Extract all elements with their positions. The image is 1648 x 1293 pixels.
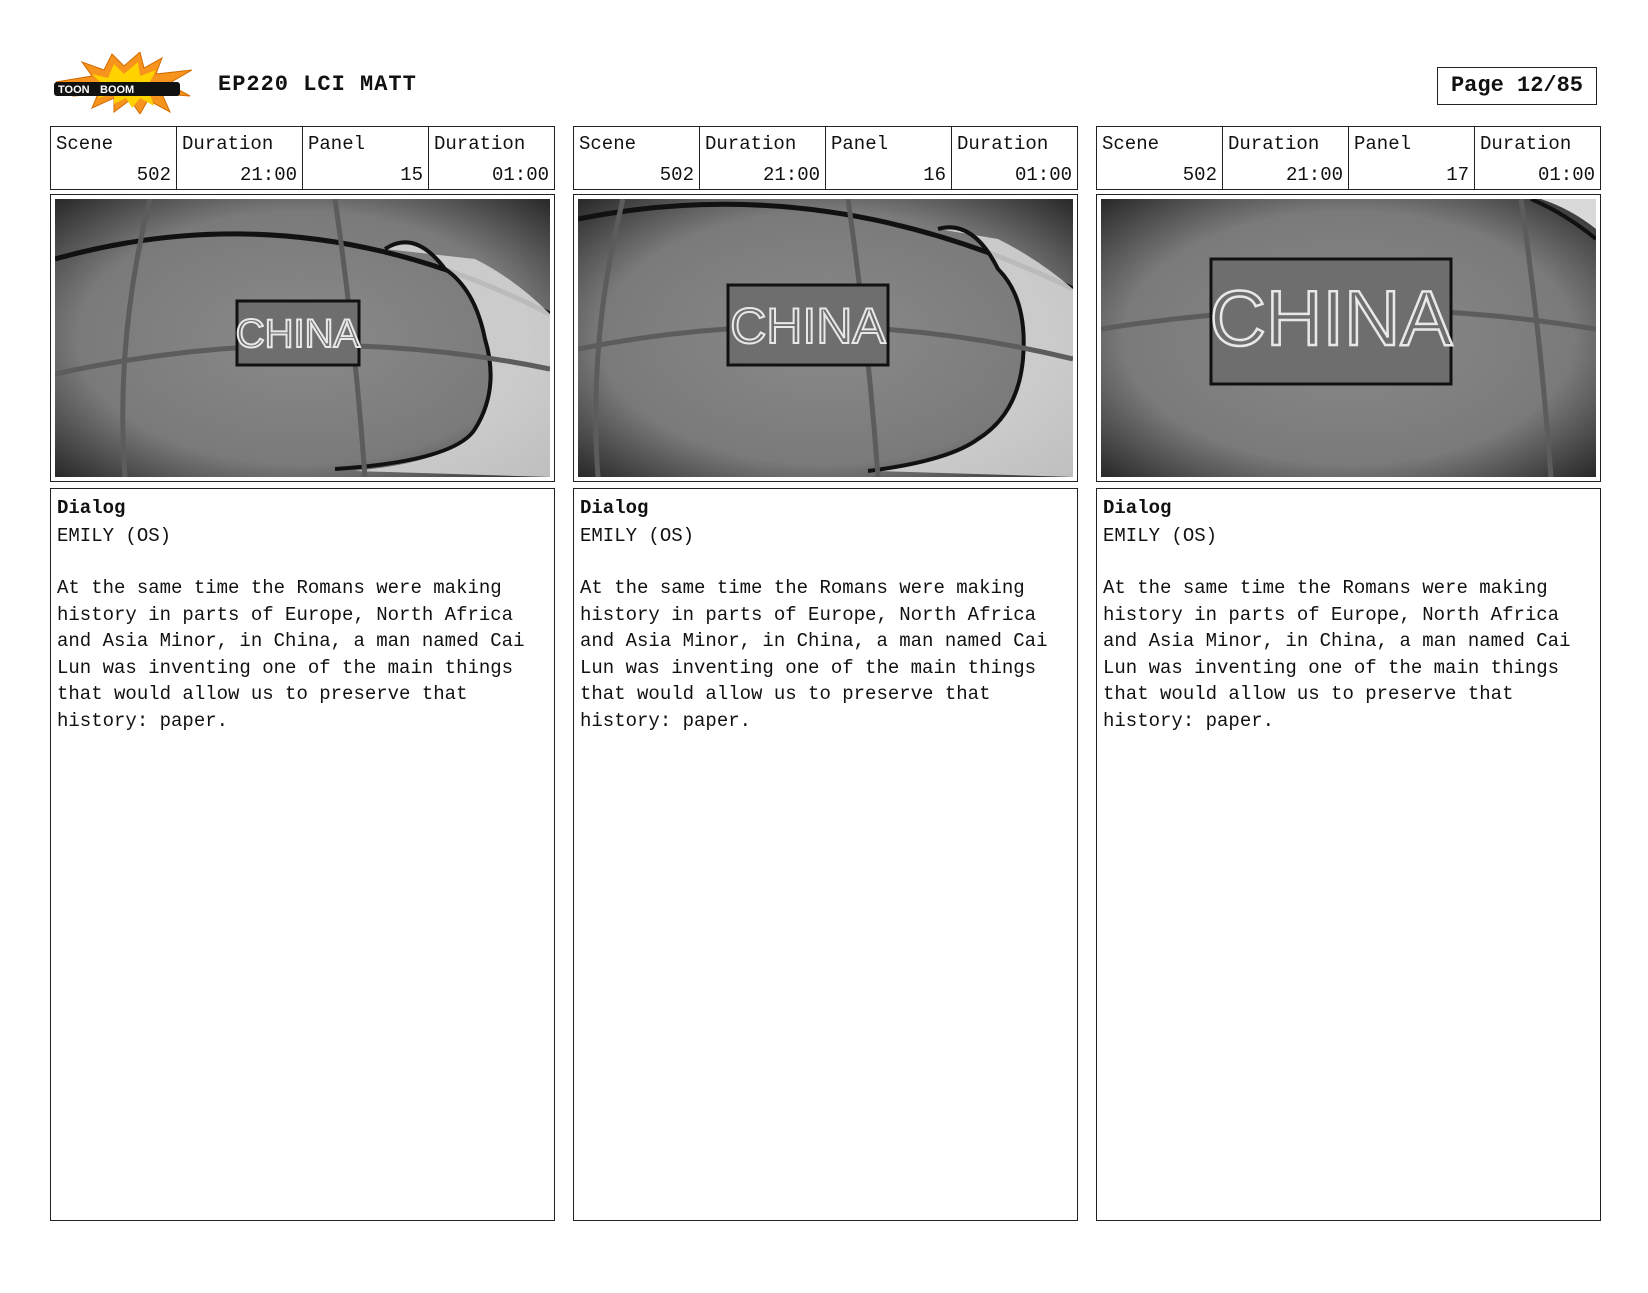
storyboard-panel-15: [50, 126, 555, 1221]
dialog-character: EMILY (OS): [580, 525, 695, 547]
panel-cell: [303, 127, 429, 189]
panel-label: Panel: [308, 133, 366, 155]
panel-info-table: [50, 126, 555, 190]
dialog-text: At the same time the Romans were making history in parts of Europe, North Africa and Asia Minor, in China, a man named Cai Lun was inventing one of the main things that would allow us to preserve that history: paper.: [57, 577, 525, 732]
globe-sketch-image: [1101, 199, 1596, 477]
panel-label: Panel: [831, 133, 889, 155]
scene-duration-value: 21:00: [1285, 164, 1343, 186]
panel-value: 16: [923, 164, 946, 186]
scene-label: Scene: [1102, 133, 1160, 155]
dialog-box: [573, 488, 1078, 1221]
panel-duration-cell: [1475, 127, 1600, 189]
duration-label: Duration: [705, 133, 797, 155]
page-header: [0, 0, 1648, 125]
episode-title: EP220 LCI MATT: [218, 72, 417, 97]
duration-label: Duration: [957, 133, 1049, 155]
dialog-text: At the same time the Romans were making history in parts of Europe, North Africa and Asia Minor, in China, a man named Cai Lun was inventing one of the main things that would allow us to preserve that history: paper.: [1103, 577, 1571, 732]
duration-label: Duration: [182, 133, 274, 155]
scene-duration-value: 21:00: [762, 164, 820, 186]
frame-sign-text: CHINA: [730, 298, 886, 354]
dialog-text: At the same time the Romans were making history in parts of Europe, North Africa and Asia Minor, in China, a man named Cai Lun was inventing one of the main things that would allow us to preserve that history: paper.: [580, 577, 1048, 732]
page-number: Page 12/85: [1437, 67, 1597, 105]
panel-duration-cell: [952, 127, 1077, 189]
panel-cell: [1349, 127, 1475, 189]
duration-label: Duration: [1228, 133, 1320, 155]
scene-value: 502: [1182, 164, 1217, 186]
scene-label: Scene: [56, 133, 114, 155]
scene-duration-cell: [1223, 127, 1349, 189]
scene-label: Scene: [579, 133, 637, 155]
logo-text-toon: TOON: [58, 84, 90, 96]
panel-info-table: [573, 126, 1078, 190]
storyboard-frame: [50, 194, 555, 482]
panel-duration-cell: [429, 127, 554, 189]
dialog-heading: Dialog: [580, 497, 649, 519]
duration-label: Duration: [1480, 133, 1572, 155]
dialog-box: [50, 488, 555, 1221]
dialog-character: EMILY (OS): [1103, 525, 1218, 547]
panel-cell: [826, 127, 952, 189]
storyboard-panel-17: [1096, 126, 1601, 1221]
storyboard-frame: [1096, 194, 1601, 482]
storyboard-frame: [573, 194, 1078, 482]
globe-sketch-image: [55, 199, 550, 477]
frame-sign-text: CHINA: [235, 312, 361, 356]
scene-duration-cell: [700, 127, 826, 189]
scene-duration-cell: [177, 127, 303, 189]
dialog-box: [1096, 488, 1601, 1221]
panel-label: Panel: [1354, 133, 1412, 155]
panel-duration-value: 01:00: [1014, 164, 1072, 186]
scene-value: 502: [136, 164, 171, 186]
toonboom-logo: [52, 52, 197, 114]
duration-label: Duration: [434, 133, 526, 155]
scene-cell: [1097, 127, 1223, 189]
storyboard-panel-16: [573, 126, 1078, 1221]
frame-sign-text: CHINA: [1209, 274, 1453, 362]
panel-duration-value: 01:00: [491, 164, 549, 186]
scene-duration-value: 21:00: [239, 164, 297, 186]
globe-sketch-image: [578, 199, 1073, 477]
dialog-heading: Dialog: [57, 497, 126, 519]
panel-value: 17: [1446, 164, 1469, 186]
dialog-character: EMILY (OS): [57, 525, 172, 547]
panel-value: 15: [400, 164, 423, 186]
scene-cell: [51, 127, 177, 189]
scene-value: 502: [659, 164, 694, 186]
dialog-heading: Dialog: [1103, 497, 1172, 519]
logo-text-boom: BOOM: [100, 84, 135, 96]
panel-info-table: [1096, 126, 1601, 190]
panel-duration-value: 01:00: [1537, 164, 1595, 186]
scene-cell: [574, 127, 700, 189]
